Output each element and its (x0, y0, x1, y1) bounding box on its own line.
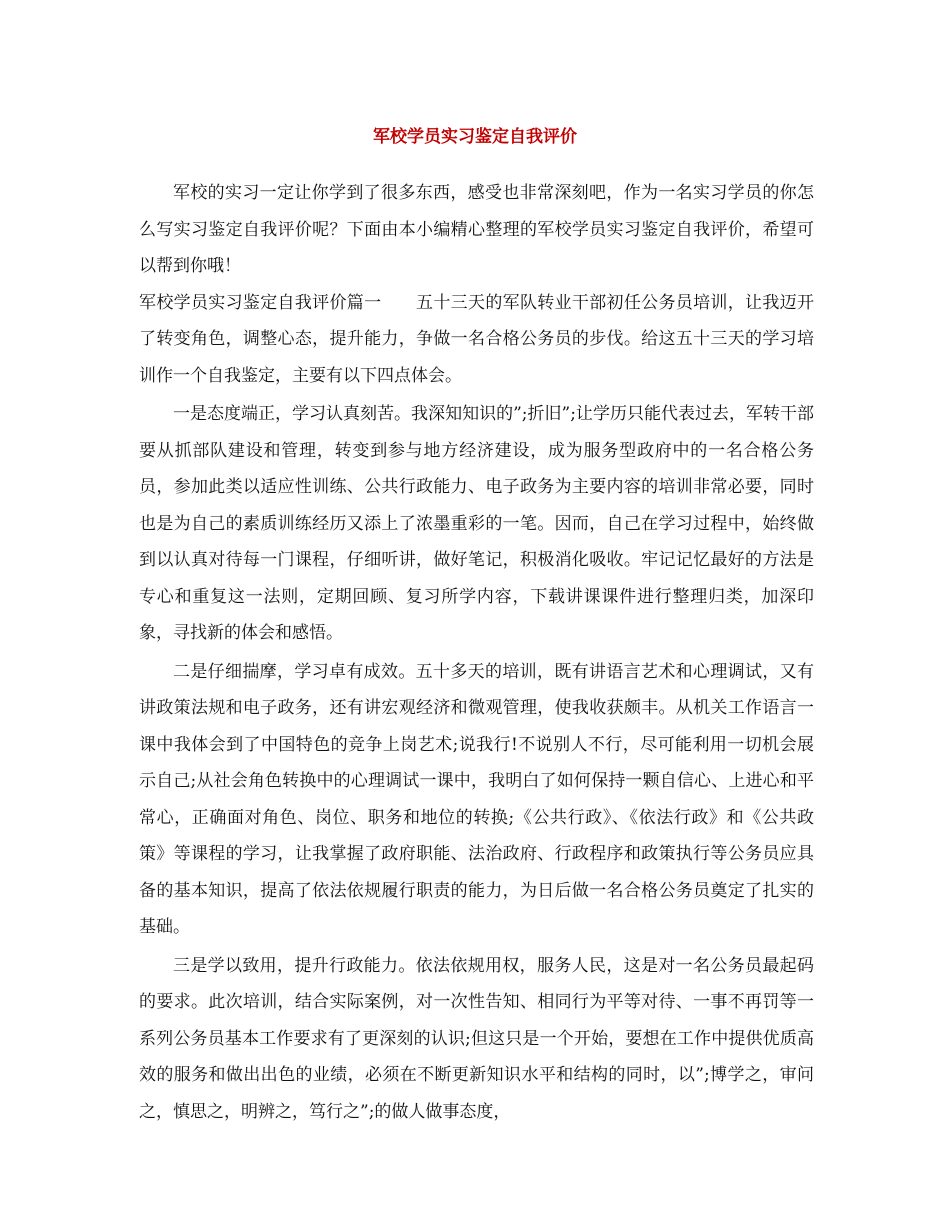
document-body (139, 175, 814, 1130)
document-title: 军校学员实习鉴定自我评价 (373, 127, 577, 147)
section-heading-paragraph: 军校学员实习鉴定自我评价篇一 五十三天的军队转业干部初任公务员培训，让我迈开了转变角色，调整心态，提升能力，争做一名合格公务员的步伐。给这五十三天的学习培训作一个自我鉴定，主要有以下四点体会。 (139, 292, 814, 386)
body-paragraph: 三是学以致用，提升行政能力。依法依规用权，服务人民，这是对一名公务员最起码的要求。此次培训，结合实际案例，对一次性告知、相同行为平等对待、一事不再罚等一系列公务员基本工作要求有了更深刻的认识;但这只是一个开始，要想在工作中提供优质高效的服务和做出出色的业绩，必须在不断更新知识水平和结构的同时，以”;博学之，审问之，慎思之，明辨之，笃行之”;的做人做事态度， (139, 955, 814, 1122)
body-paragraph: 一是态度端正，学习认真刻苦。我深知知识的”;折旧”;让学历只能代表过去，军转干部要从抓部队建设和管理，转变到参与地方经济建设，成为服务型政府中的一名合格公务员，参加此类以适应性训练、公共行政能力、电子政务为主要内容的培训非常必要，同时也是为自己的素质训练经历又添上了浓墨重彩的一笔。因而，自己在学习过程中，始终做到以认真对待每一门课程，仔细听讲，做好笔记，积极消化吸收。牢记记忆最好的方法是专心和重复这一法则，定期回顾、复习所学内容，下载讲课课件进行整理归类，加深印象，寻找新的体会和感悟。 (139, 404, 814, 643)
body-paragraph: 二是仔细揣摩，学习卓有成效。五十多天的培训，既有讲语言艺术和心理调试，又有讲政策法规和电子政务，还有讲宏观经济和微观管理，使我收获颇丰。从机关工作语言一课中我体会到了中国特色的竞争上岗艺术;说我行!不说别人不行，尽可能利用一切机会展示自己;从社会角色转换中的心理调试一课中，我明白了如何保持一颗自信心、上进心和平常心，正确面对角色、岗位、职务和地位的转换;《公共行政》、《依法行政》和《公共政策》等课程的学习，让我掌握了政府职能、法治政府、行政程序和政策执行等公务员应具备的基本知识，提高了依法依规履行职责的能力，为日后做一名合格公务员奠定了扎实的基础。 (139, 661, 814, 937)
intro-paragraph: 军校的实习一定让你学到了很多东西，感受也非常深刻吧，作为一名实习学员的你怎么写实习鉴定自我评价呢？下面由本小编精心整理的军校学员实习鉴定自我评价，希望可以帮到你哦！ (139, 183, 814, 276)
